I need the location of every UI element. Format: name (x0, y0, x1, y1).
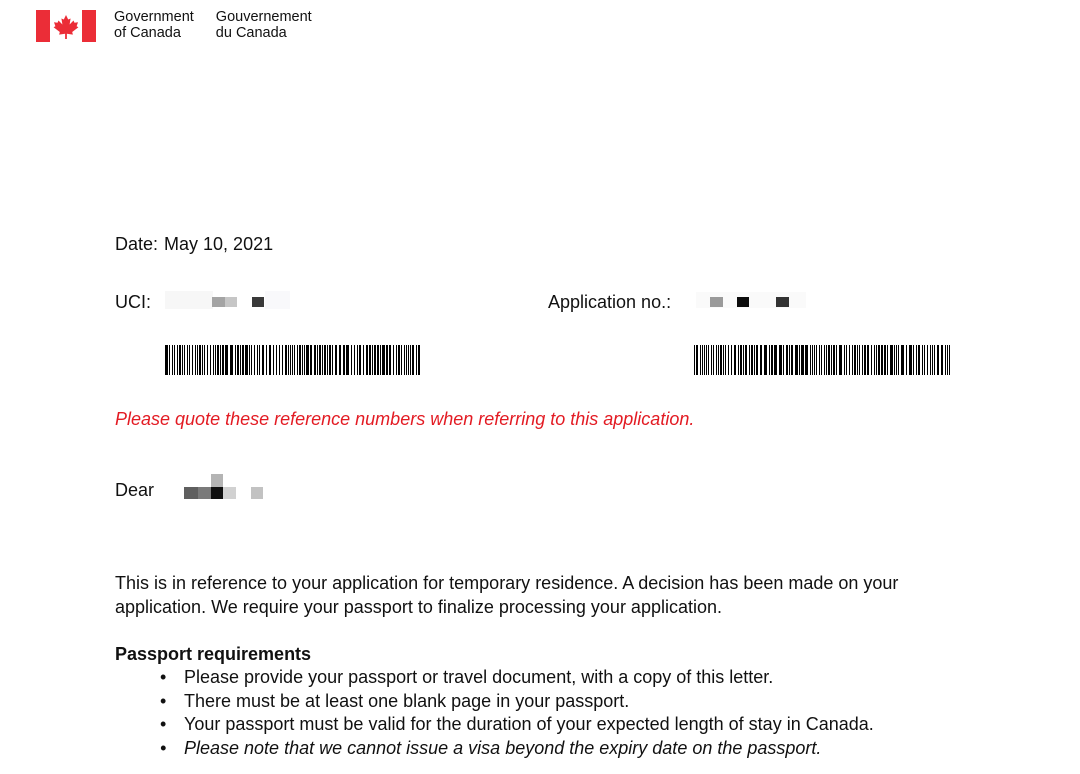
barcode-bar (852, 345, 853, 375)
passport-requirements-list (160, 666, 874, 760)
barcode-bar (182, 345, 183, 375)
barcode-bar (251, 345, 252, 375)
barcode-bar (366, 345, 368, 375)
barcode-bar (826, 345, 827, 375)
barcode-bar (708, 345, 709, 375)
barcode-bar (276, 345, 277, 375)
barcode-bar (386, 345, 388, 375)
barcode-bar (369, 345, 371, 375)
barcode-bar (862, 345, 863, 375)
barcode-bar (857, 345, 858, 375)
barcode-bar (324, 345, 326, 375)
barcode-bar (282, 345, 283, 375)
barcode-bar (266, 345, 267, 375)
barcode-bar (317, 345, 318, 375)
wordmark (114, 9, 312, 41)
barcode-bar (731, 345, 732, 375)
barcode-bar (723, 345, 724, 375)
barcode-bar (764, 345, 767, 375)
barcode-bar (192, 345, 193, 375)
barcode-bar (310, 345, 312, 375)
barcode-bar (864, 345, 866, 375)
barcode-bar (941, 345, 943, 375)
letter-body-paragraph: This is in reference to your application for temporary residence. A decision has been made on your application. We require your passport to finalize processing your application. (115, 573, 899, 617)
barcode-bar (812, 345, 813, 375)
application-number-redacted-value (696, 287, 806, 313)
barcode-bar (299, 345, 301, 375)
barcode-bar (814, 345, 815, 375)
barcode-bar (828, 345, 830, 375)
barcode-bar (922, 345, 923, 375)
barcode-bar (831, 345, 832, 375)
barcode-bar (716, 345, 717, 375)
barcode-bar (805, 345, 808, 375)
barcode-bar (754, 345, 755, 375)
barcode-bar (382, 345, 385, 375)
wordmark-english-line2: of Canada (114, 25, 181, 41)
wordmark-english-line1: Government (114, 9, 194, 25)
barcode-bar (339, 345, 341, 375)
barcode-bar (165, 345, 168, 375)
barcode-bar (290, 345, 291, 375)
barcode-bar (359, 345, 361, 375)
barcode-bar (937, 345, 939, 375)
barcode-bar (273, 345, 274, 375)
barcode-bar (377, 345, 379, 375)
barcode-bar (294, 345, 295, 375)
barcode-bar (319, 345, 321, 375)
barcode-bar (871, 345, 872, 375)
uci-barcode (165, 345, 423, 375)
barcode-bar (876, 345, 877, 375)
requirement-item: • Please provide your passport or travel document, with a copy of this letter. (160, 666, 874, 690)
barcode-bar (774, 345, 777, 375)
barcode-bar (696, 345, 698, 375)
uci-label: UCI: (115, 292, 151, 312)
barcode-bar (174, 345, 175, 375)
salutation-label: Dear (115, 480, 155, 500)
barcode-bar (195, 345, 196, 375)
barcode-bar (343, 345, 345, 375)
uci-redacted-value (165, 287, 290, 313)
barcode-bar (184, 345, 185, 375)
reference-numbers-note: Please quote these reference numbers when referring to this application. (115, 409, 695, 429)
barcode-bar (760, 345, 762, 375)
barcode-bar (819, 345, 820, 375)
barcode-bar (269, 345, 271, 375)
barcode-bar (795, 345, 798, 375)
barcode-bar (833, 345, 835, 375)
barcode-bar (322, 345, 323, 375)
barcode-bar (304, 345, 305, 375)
barcode-bar (292, 345, 293, 375)
canada-flag-icon (36, 10, 96, 42)
barcode-bar (801, 345, 804, 375)
barcode-bar (913, 345, 914, 375)
barcode-bar (215, 345, 216, 375)
barcode-bar (711, 345, 712, 375)
barcode-bar (335, 345, 337, 375)
barcode-bar (771, 345, 773, 375)
barcode-bar (202, 345, 203, 375)
barcode-bar (704, 345, 705, 375)
barcode-bar (177, 345, 178, 375)
barcode-bar (351, 345, 352, 375)
barcode-bar (702, 345, 703, 375)
barcode-bar (901, 345, 904, 375)
wordmark-french-line2: du Canada (215, 25, 287, 41)
barcode-bar (235, 345, 236, 375)
barcode-bar (898, 345, 899, 375)
passport-requirements-heading: Passport requirements (115, 644, 312, 664)
barcode-bar (756, 345, 758, 375)
date-line (115, 233, 273, 255)
barcode-bar (725, 345, 726, 375)
barcode-bar (949, 345, 950, 375)
barcode-bar (398, 345, 400, 375)
barcode-bar (867, 345, 869, 375)
barcode-bar (297, 345, 298, 375)
barcode-bar (172, 345, 173, 375)
barcode-bar (327, 345, 328, 375)
barcode-bar (846, 345, 847, 375)
barcode-bar (254, 345, 255, 375)
barcode-bar (418, 345, 420, 375)
barcode-bar (372, 345, 373, 375)
government-signature (36, 9, 312, 42)
barcode-bar (380, 345, 381, 375)
barcode-bar (706, 345, 707, 375)
barcode-bar (210, 345, 211, 375)
barcode-bar (245, 345, 248, 375)
barcode-bar (890, 345, 893, 375)
requirement-item: • Your passport must be valid for the duration of your expected length of stay in Canada. (160, 713, 874, 737)
barcode-bar (199, 345, 201, 375)
barcode-bar (779, 345, 782, 375)
barcode-bar (222, 345, 224, 375)
barcode-bar (204, 345, 205, 375)
barcode-bar (854, 345, 856, 375)
barcode-bar (408, 345, 409, 375)
barcode-bar (314, 345, 316, 375)
recipient-name-redacted (160, 472, 270, 502)
barcode-bar (884, 345, 886, 375)
barcode-bar (934, 345, 935, 375)
barcode-bar (220, 345, 221, 375)
barcode-bar (187, 345, 188, 375)
barcode-bar (416, 345, 417, 375)
barcode-bar (257, 345, 258, 375)
barcode-bar (346, 345, 349, 375)
barcode-bar (906, 345, 907, 375)
barcode-bar (916, 345, 917, 375)
barcode-bar (213, 345, 214, 375)
application-number-label: Application no.: (548, 292, 672, 312)
date-value: May 10, 2021 (164, 234, 274, 254)
wordmark-french (216, 9, 312, 41)
barcode-bar (821, 345, 822, 375)
application-barcode (694, 345, 952, 375)
barcode-bar (306, 345, 309, 375)
barcode-bar (874, 345, 875, 375)
barcode-bar (909, 345, 912, 375)
barcode-bar (354, 345, 355, 375)
barcode-bar (279, 345, 280, 375)
barcode-bar (878, 345, 880, 375)
barcode-bar (924, 345, 925, 375)
barcode-bar (896, 345, 897, 375)
barcode-bar (288, 345, 289, 375)
barcode-bar (700, 345, 701, 375)
barcode-bar (786, 345, 788, 375)
barcode-bar (249, 345, 250, 375)
barcode-bar (240, 345, 241, 375)
barcode-bar (918, 345, 920, 375)
barcode-bar (839, 345, 842, 375)
barcode-bar (302, 345, 303, 375)
barcode-bar (357, 345, 358, 375)
barcode-bar (849, 345, 850, 375)
barcode-bar (859, 345, 860, 375)
barcode-bar (404, 345, 405, 375)
barcode-bar (738, 345, 739, 375)
barcode-bar (734, 345, 736, 375)
barcode-bar (749, 345, 750, 375)
barcode-bar (824, 345, 825, 375)
barcode-bar (783, 345, 784, 375)
barcode-bar (881, 345, 883, 375)
requirement-item: • There must be at least one blank page in your passport. (160, 690, 874, 714)
requirement-item-note: • Please note that we cannot issue a visa beyond the expiry date on the passport. (160, 737, 874, 761)
barcode-bar (945, 345, 946, 375)
barcode-bar (728, 345, 729, 375)
barcode-bar (745, 345, 747, 375)
barcode-bar (769, 345, 770, 375)
barcode-bar (332, 345, 333, 375)
barcode-bar (743, 345, 744, 375)
barcode-bar (225, 345, 228, 375)
barcode-bar (751, 345, 753, 375)
barcode-bar (259, 345, 260, 375)
barcode-bar (791, 345, 793, 375)
barcode-bar (816, 345, 817, 375)
barcode-bar (718, 345, 719, 375)
barcode-bar (242, 345, 244, 375)
wordmark-english (114, 9, 194, 41)
barcode-bar (169, 345, 170, 375)
barcode-bar (844, 345, 845, 375)
barcode-bar (810, 345, 811, 375)
wordmark-french-line1: Gouvernement (215, 9, 312, 25)
barcode-bar (799, 345, 800, 375)
barcode-bar (927, 345, 928, 375)
barcode-bar (740, 345, 742, 375)
barcode-bar (393, 345, 394, 375)
barcode-bar (932, 345, 933, 375)
barcode-bar (894, 345, 895, 375)
barcode-bar (947, 345, 948, 375)
barcode-bar (410, 345, 411, 375)
barcode-bar (207, 345, 208, 375)
barcode-bar (401, 345, 402, 375)
barcode-bar (396, 345, 397, 375)
barcode-bar (412, 345, 414, 375)
barcode-bar (836, 345, 837, 375)
barcode-bar (179, 345, 181, 375)
barcode-bar (285, 345, 287, 375)
barcode-bar (217, 345, 219, 375)
barcode-bar (189, 345, 190, 375)
barcode-bar (789, 345, 790, 375)
barcode-bar (230, 345, 233, 375)
barcode-bar (262, 345, 264, 375)
barcode-bar (694, 345, 695, 375)
barcode-bar (197, 345, 198, 375)
barcode-bar (720, 345, 722, 375)
barcode-bar (363, 345, 364, 375)
barcode-bar (374, 345, 376, 375)
barcode-bar (329, 345, 331, 375)
date-label: Date: (115, 234, 159, 254)
barcode-bar (930, 345, 931, 375)
barcode-bar (237, 345, 239, 375)
barcode-bar (887, 345, 888, 375)
barcode-bar (406, 345, 407, 375)
barcode-bar (389, 345, 391, 375)
barcode-bar (713, 345, 714, 375)
